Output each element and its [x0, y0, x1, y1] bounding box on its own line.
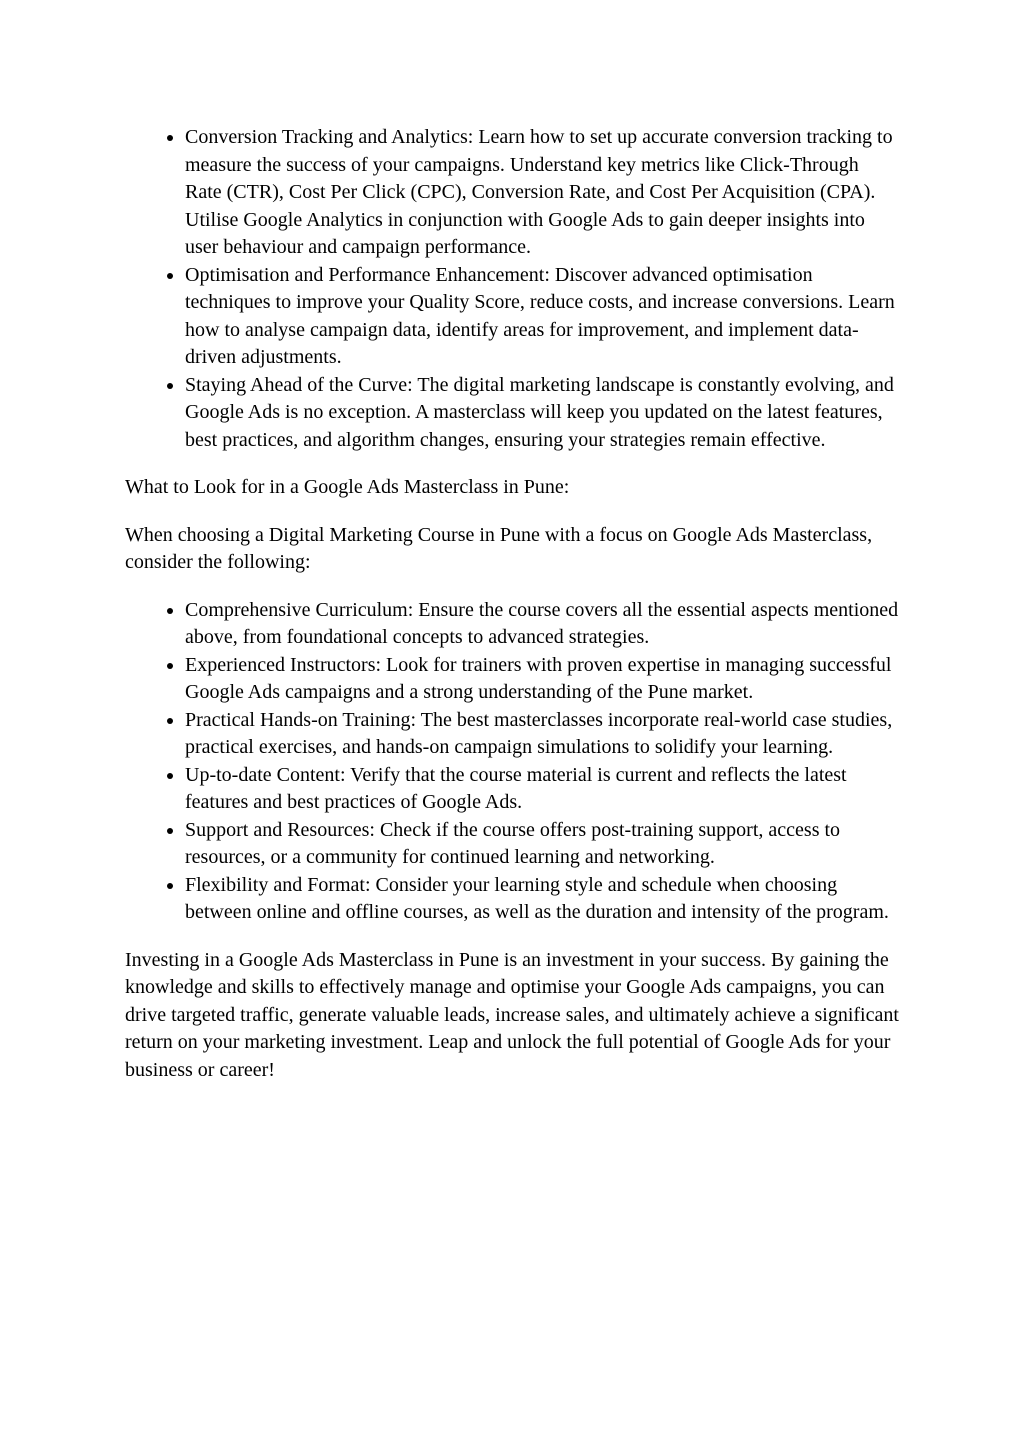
criteria-bullet-list	[125, 597, 899, 927]
closing-paragraph: Investing in a Google Ads Masterclass in Pune is an investment in your success. By gaining the knowledge and skills to effectively manage and optimise your Google Ads campaigns, you can drive targeted traffic, generate valuable leads, increase sales, and ultimately achieve a significant return on your marketing investment. Leap and unlock the full potential of Google Ads for your business or career!	[125, 948, 899, 1081]
list-item: • Flexibility and Format: Consider your learning style and schedule when choosing between online and offline courses, as well as the duration and intensity of the program.	[185, 872, 899, 927]
section-heading: What to Look for in a Google Ads Masterclass in Pune:	[125, 476, 570, 498]
benefits-bullet-list	[125, 124, 899, 454]
list-item: • Experienced Instructors: Look for trainers with proven expertise in managing successful Google Ads campaigns and a strong understanding of the Pune market.	[185, 652, 899, 707]
list-item: • Conversion Tracking and Analytics: Learn how to set up accurate conversion tracking to measure the success of your campaigns. Understand key metrics like Click-Through Rate (CTR), Cost Per Click (CPC), Conversion Rate, and Cost Per Acquisition (CPA). Utilise Google Analytics in conjunction with Google Ads to gain deeper insights into user behaviour and campaign performance.	[185, 124, 899, 262]
list-item: • Practical Hands-on Training: The best masterclasses incorporate real-world case studies, practical exercises, and hands-on campaign simulations to solidify your learning.	[185, 707, 899, 762]
list-item: • Staying Ahead of the Curve: The digital marketing landscape is constantly evolving, and Google Ads is no exception. A masterclass will keep you updated on the latest features, best practices, and algorithm changes, ensuring your strategies remain effective.	[185, 372, 899, 455]
list-item: • Up-to-date Content: Verify that the course material is current and reflects the latest features and best practices of Google Ads.	[185, 762, 899, 817]
intro-paragraph: When choosing a Digital Marketing Course in Pune with a focus on Google Ads Masterclass, consider the following:	[125, 523, 873, 573]
list-item: • Optimisation and Performance Enhancement: Discover advanced optimisation techniques to improve your Quality Score, reduce costs, and increase conversions. Learn how to analyse campaign data, identify areas for improvement, and implement data-driven adjustments.	[185, 262, 899, 372]
list-item: • Support and Resources: Check if the course offers post-training support, access to resources, or a community for continued learning and networking.	[185, 817, 899, 872]
list-item: • Comprehensive Curriculum: Ensure the course covers all the essential aspects mentioned above, from foundational concepts to advanced strategies.	[185, 597, 899, 652]
